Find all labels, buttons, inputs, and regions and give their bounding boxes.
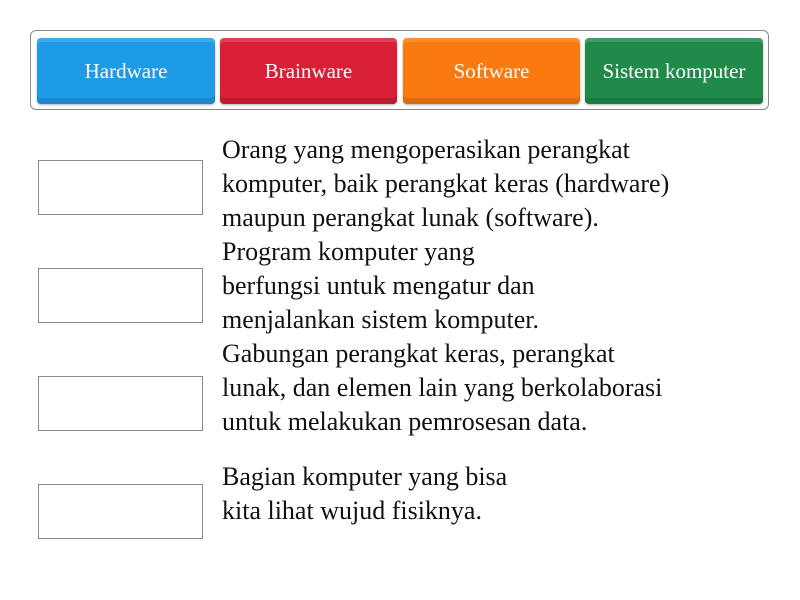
description-line: lunak, dan elemen lain yang berkolaborasi xyxy=(222,373,663,402)
drop-zone-4[interactable] xyxy=(38,484,203,539)
drop-zone-2[interactable] xyxy=(38,268,203,323)
description-2 xyxy=(222,235,792,337)
description-line: menjalankan sistem komputer. xyxy=(222,305,539,334)
description-1 xyxy=(222,133,792,235)
description-line: berfungsi untuk mengatur dan xyxy=(222,271,535,300)
description-line: Bagian komputer yang bisa xyxy=(222,462,508,491)
answer-bank xyxy=(30,30,769,110)
drop-zone-1[interactable] xyxy=(38,160,203,215)
tile-software[interactable]: Software xyxy=(403,38,580,104)
description-line: Program komputer yang xyxy=(222,237,475,266)
tile-brainware[interactable]: Brainware xyxy=(220,38,397,104)
description-4 xyxy=(222,460,792,528)
drop-zone-3[interactable] xyxy=(38,376,203,431)
description-line: untuk melakukan pemrosesan data. xyxy=(222,407,588,436)
description-line: kita lihat wujud fisiknya. xyxy=(222,496,482,525)
description-line: Gabungan perangkat keras, perangkat xyxy=(222,339,615,368)
description-line: komputer, baik perangkat keras (hardware) xyxy=(222,169,670,198)
description-3 xyxy=(222,337,792,439)
description-line: maupun perangkat lunak (software). xyxy=(222,203,599,232)
description-line: Orang yang mengoperasikan perangkat xyxy=(222,135,630,164)
tile-sistem-komputer[interactable]: Sistem komputer xyxy=(585,38,763,104)
tile-hardware[interactable]: Hardware xyxy=(37,38,215,104)
